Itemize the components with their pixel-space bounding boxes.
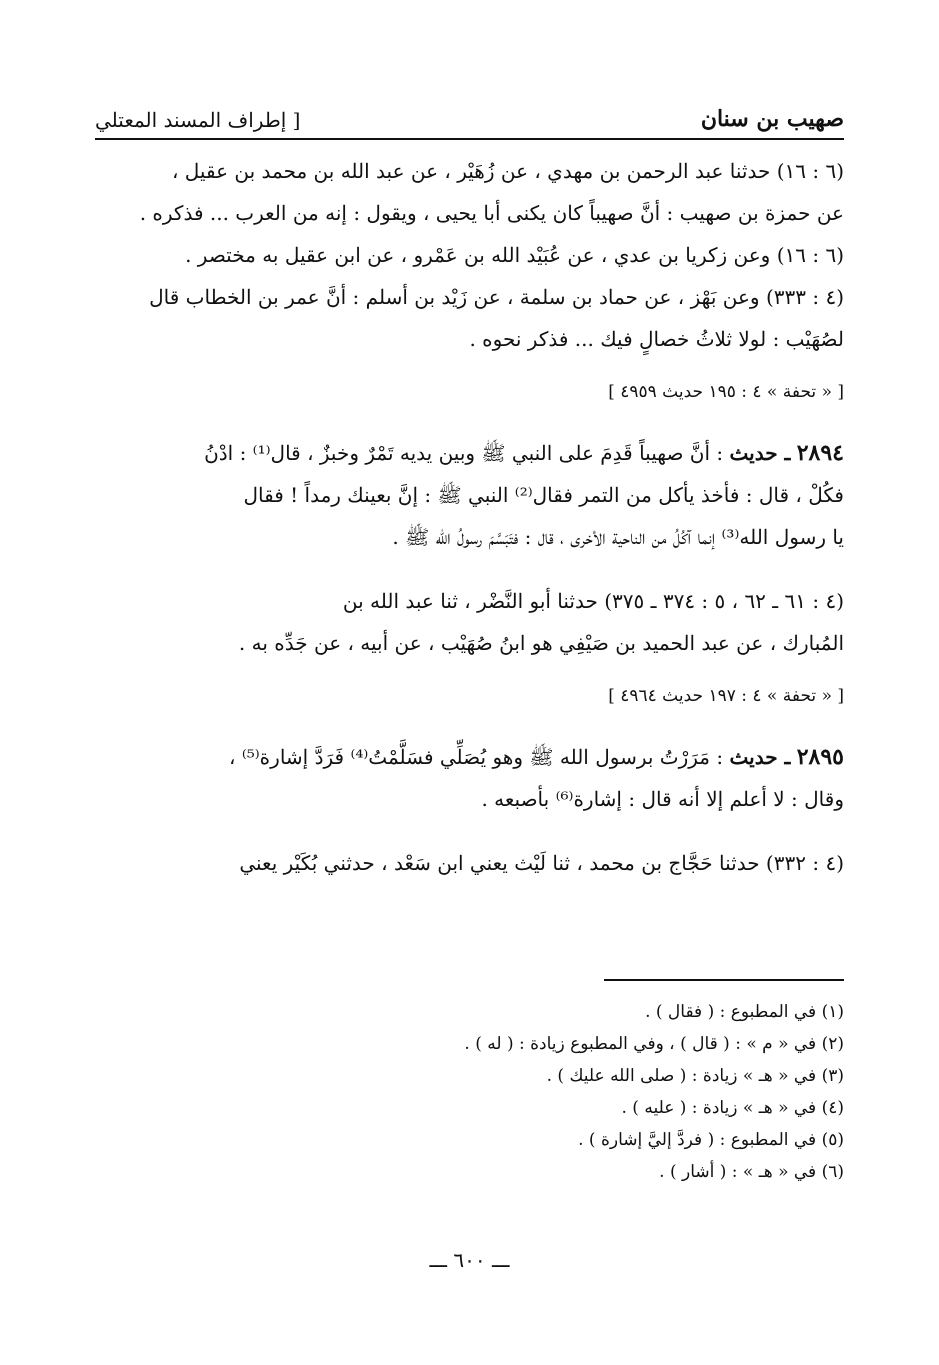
chain-line: (٤ : ٦١ ـ ٦٢ ، ٥ : ٣٧٤ ـ ٣٧٥) حدثنا أبو النَّضْر ، ثنا عبد الله بن [342, 589, 844, 613]
page [95, 0, 844, 1365]
hadith-text: : أنَّ صهيباً قَدِمَ على النبي ﷺ وبين يديه تَمْرٌ وخبزٌ ، قال⁽¹⁾ : ادْنُ [204, 441, 724, 465]
hadith-label: ـ حديث [729, 441, 791, 465]
text-line: (٦ : ١٦) وعن زكريا بن عدي ، عن عُبَيْد الله بن عَمْرو ، عن ابن عقيل به مختصر . [185, 243, 844, 267]
text-line: (٤ : ٣٣٣) وعن بَهْز ، عن حماد بن سلمة ، عن زَيْد بن أسلم : أنَّ عمر بن الخطاب قال [149, 285, 844, 309]
footnote: (١) في المطبوع : ( فقال ) . [645, 1002, 844, 1022]
book-title: [ إطراف المسند المعتلي [95, 108, 301, 132]
chain-line: المُبارك ، عن عبد الحميد بن صَيْفِي هو ابنُ صُهَيْب ، عن أبيه ، عن جَدِّه به . [238, 631, 844, 655]
chain-line: (٤ : ٣٣٢) حدثنا حَجَّاج بن محمد ، ثنا لَيْث يعني ابن سَعْد ، حدثني بُكَيْر يعني [239, 851, 844, 875]
text-line: (٦ : ١٦) حدثنا عبد الرحمن بن مهدي ، عن زُهَيْر ، عن عبد الله بن محمد بن عقيل ، [171, 159, 844, 183]
main-text [95, 150, 844, 884]
footnote: (٣) في « هـ » زيادة : ( صلى الله عليك ) . [546, 1066, 844, 1086]
footnote: (٦) في « هـ » : ( أشار ) . [659, 1162, 844, 1182]
text-line: عن حمزة بن صهيب : أنَّ صهيباً كان يكنى أبا يحيى ، ويقول : إنه من العرب ... فذكره . [139, 201, 844, 225]
running-header [95, 92, 844, 140]
text-line: لصُهَيْب : لولا ثلاثُ خصالٍ فيك ... فذكر نحوه . [469, 327, 844, 351]
hadith-label: ـ حديث [729, 745, 791, 769]
footnote-separator [604, 979, 844, 981]
footnote: (٢) في « م » : ( قال ) ، وفي المطبوع زيادة : ( له ) . [464, 1034, 844, 1054]
hadith-2894-line [95, 432, 844, 474]
footnote: (٤) في « هـ » زيادة : ( عليه ) . [621, 1098, 844, 1118]
chapter-title: صهيب بن سنان [700, 106, 844, 132]
hadith-number: ٢٨٩٥ [796, 744, 844, 770]
hadith-number: ٢٨٩٤ [796, 440, 844, 466]
page-number: ـــ ٦٠٠ ـــ [429, 1248, 510, 1272]
text-line: فكُلْ ، قال : فأخذ يأكل من التمر فقال⁽²⁾ النبي ﷺ : إنَّ بعينك رمداً ! فقال [243, 483, 844, 507]
footnote: (٥) في المطبوع : ( فردَّ إليَّ إشارة ) . [578, 1130, 844, 1150]
tuhfa-reference: [ « تحفة » ٤ : ١٩٧ حديث ٤٩٦٤ ] [608, 686, 844, 706]
text-line: وقال : لا أعلم إلا أنه قال : إشارة⁽⁶⁾ بأصبعه . [481, 787, 844, 811]
hadith-2895-line [95, 736, 844, 778]
hadith-text: : مَرَرْتُ برسول الله ﷺ وهو يُصَلِّي فسَلَّمْتُ⁽⁴⁾ فَرَدَّ إشارة⁽⁵⁾ ، [229, 745, 724, 769]
footnotes [95, 996, 844, 1188]
tuhfa-reference: [ « تحفة » ٤ : ١٩٥ حديث ٤٩٥٩ ] [608, 382, 844, 402]
text-line: يا رسول الله⁽³⁾ إنما آكُلُ من الناحية الأخرى ، قال : فتَبَسَّمَ رسولُ الله ﷺ . [392, 525, 844, 549]
